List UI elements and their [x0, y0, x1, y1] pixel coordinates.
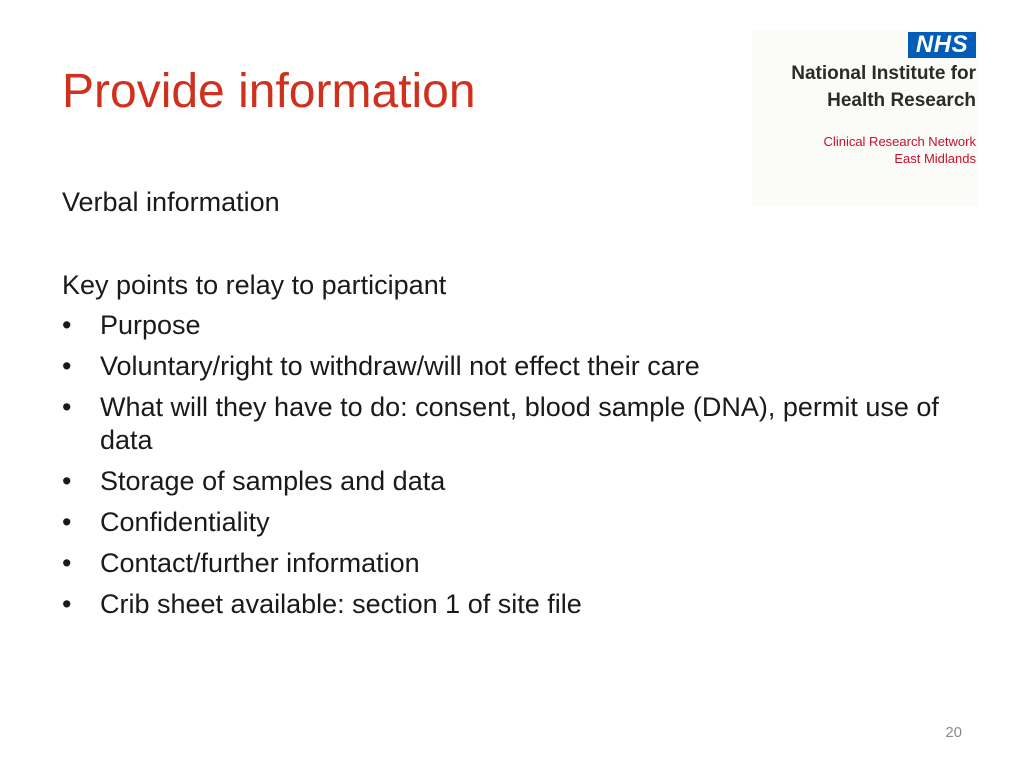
bullet-icon: • — [62, 392, 72, 422]
bullet-icon: • — [62, 589, 72, 619]
list-item-text: Contact/further information — [100, 548, 420, 578]
slide-title: Provide information — [62, 65, 476, 118]
logo-org-line-2: Health Research — [827, 90, 976, 111]
logo-org-line-1: National Institute for — [791, 63, 976, 84]
bullet-icon: • — [62, 310, 72, 340]
logo-network-line-2: East Midlands — [894, 151, 976, 166]
bullet-icon: • — [62, 466, 72, 496]
bullet-icon: • — [62, 507, 72, 537]
slide-subtitle: Verbal information — [62, 187, 280, 217]
list-item-text: Voluntary/right to withdraw/will not effect their care — [100, 351, 700, 381]
list-item — [62, 350, 962, 383]
bullet-icon: • — [62, 548, 72, 578]
list-item — [62, 506, 962, 539]
key-points-list — [62, 309, 962, 629]
logo-network-line-1: Clinical Research Network — [823, 134, 976, 149]
nhs-badge: NHS — [908, 32, 976, 58]
bullet-icon: • — [62, 351, 72, 381]
list-item — [62, 391, 962, 457]
list-item-text: Storage of samples and data — [100, 466, 446, 496]
list-item-text: Crib sheet available: section 1 of site file — [100, 589, 582, 619]
list-item — [62, 309, 962, 342]
list-item-text: Confidentiality — [100, 507, 270, 537]
list-item — [62, 465, 962, 498]
list-item-text: What will they have to do: consent, blood sample (DNA), permit use of data — [100, 392, 939, 455]
list-item — [62, 547, 962, 580]
page-number: 20 — [945, 724, 962, 741]
key-points-heading: Key points to relay to participant — [62, 270, 447, 300]
list-item — [62, 588, 962, 621]
list-item-text: Purpose — [100, 310, 201, 340]
nihr-logo — [752, 30, 978, 206]
